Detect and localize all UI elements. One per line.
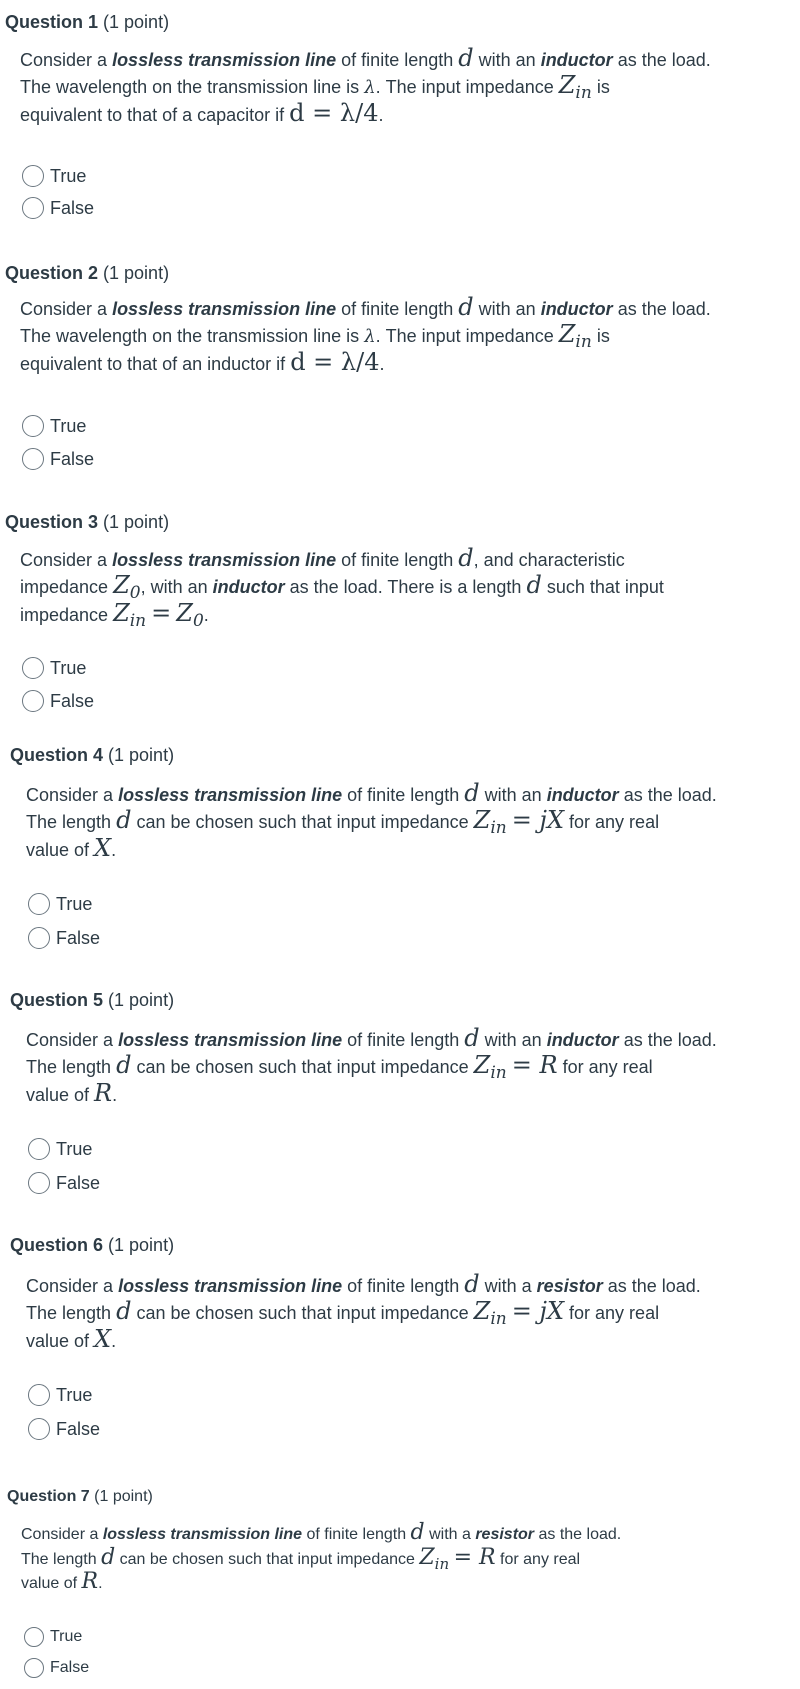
option-label: False <box>50 448 95 469</box>
option-true[interactable] <box>28 1136 92 1162</box>
question-text: Consider a lossless transmission line of finite length d with a resistor as the load. The length d can be chosen such that input impedance Zin = R for any real value of R. <box>21 1520 622 1594</box>
question-points: (1 point) <box>108 990 175 1010</box>
option-label: False <box>56 1418 101 1439</box>
option-true[interactable] <box>22 413 86 439</box>
option-label: False <box>50 197 95 218</box>
question-title: Question 3 <box>5 512 99 532</box>
radio-false[interactable] <box>28 927 50 949</box>
question-header <box>7 1488 153 1506</box>
option-false[interactable] <box>22 446 94 472</box>
question-points: (1 point) <box>103 263 170 283</box>
option-label: False <box>56 927 101 948</box>
option-label: False <box>50 690 95 711</box>
option-label: True <box>56 1384 93 1405</box>
radio-false[interactable] <box>28 1172 50 1194</box>
question-title: Question 5 <box>10 990 104 1010</box>
option-false[interactable] <box>22 195 94 221</box>
radio-true[interactable] <box>22 657 44 679</box>
question-text: Consider a lossless transmission line of finite length d with a resistor as the load. The length d can be chosen such that input impedance Zin = jX for any real value of X. <box>26 1270 701 1353</box>
question-points: (1 point) <box>94 1488 153 1505</box>
question-header <box>10 1235 174 1256</box>
radio-true[interactable] <box>22 415 44 437</box>
question-points: (1 point) <box>103 512 170 532</box>
question-text: Consider a lossless transmission line of finite length d with an inductor as the load. The wavelength on the transmission line is λ. The input impedance Zin is equivalent to that of a capacitor if d = λ/4. <box>20 44 711 127</box>
option-false[interactable] <box>28 1170 100 1196</box>
radio-true[interactable] <box>28 1384 50 1406</box>
radio-false[interactable] <box>22 197 44 219</box>
question-points: (1 point) <box>108 1235 175 1255</box>
radio-false[interactable] <box>28 1418 50 1440</box>
radio-false[interactable] <box>24 1658 44 1678</box>
option-false[interactable] <box>24 1655 89 1681</box>
question-points: (1 point) <box>103 12 170 32</box>
question-title: Question 1 <box>5 12 99 32</box>
option-false[interactable] <box>28 925 100 951</box>
option-label: False <box>56 1172 101 1193</box>
radio-false[interactable] <box>22 690 44 712</box>
question-title: Question 2 <box>5 263 99 283</box>
option-label: True <box>50 1628 83 1645</box>
radio-true[interactable] <box>24 1627 44 1647</box>
option-true[interactable] <box>22 655 86 681</box>
option-true[interactable] <box>28 1382 92 1408</box>
question-header <box>10 745 174 766</box>
question-text: Consider a lossless transmission line of finite length d with an inductor as the load. The length d can be chosen such that input impedance Zin = jX for any real value of X. <box>26 779 717 862</box>
question-header <box>5 12 169 33</box>
radio-true[interactable] <box>22 165 44 187</box>
question-header <box>10 990 174 1011</box>
option-label: True <box>56 1138 93 1159</box>
question-text: Consider a lossless transmission line of finite length d, and characteristic impedance Z0, with an inductor as the load. There is a length d such that input impedance Zin = Z0. <box>20 544 664 631</box>
option-true[interactable] <box>22 163 86 189</box>
question-header <box>5 263 169 284</box>
option-label: True <box>50 415 87 436</box>
option-label: True <box>50 657 87 678</box>
question-text: Consider a lossless transmission line of finite length d with an inductor as the load. The wavelength on the transmission line is λ. The input impedance Zin is equivalent to that of an inductor if d = λ/4. <box>20 293 711 376</box>
radio-true[interactable] <box>28 1138 50 1160</box>
question-text: Consider a lossless transmission line of finite length d with an inductor as the load. The length d can be chosen such that input impedance Zin = R for any real value of R. <box>26 1024 717 1107</box>
option-false[interactable] <box>22 688 94 714</box>
question-title: Question 4 <box>10 745 104 765</box>
option-label: False <box>50 1659 90 1676</box>
option-true[interactable] <box>24 1624 82 1650</box>
question-title: Question 6 <box>10 1235 104 1255</box>
question-title: Question 7 <box>7 1488 90 1505</box>
question-points: (1 point) <box>108 745 175 765</box>
radio-false[interactable] <box>22 448 44 470</box>
option-false[interactable] <box>28 1416 100 1442</box>
option-true[interactable] <box>28 891 92 917</box>
radio-true[interactable] <box>28 893 50 915</box>
option-label: True <box>50 165 87 186</box>
question-header <box>5 512 169 533</box>
option-label: True <box>56 893 93 914</box>
